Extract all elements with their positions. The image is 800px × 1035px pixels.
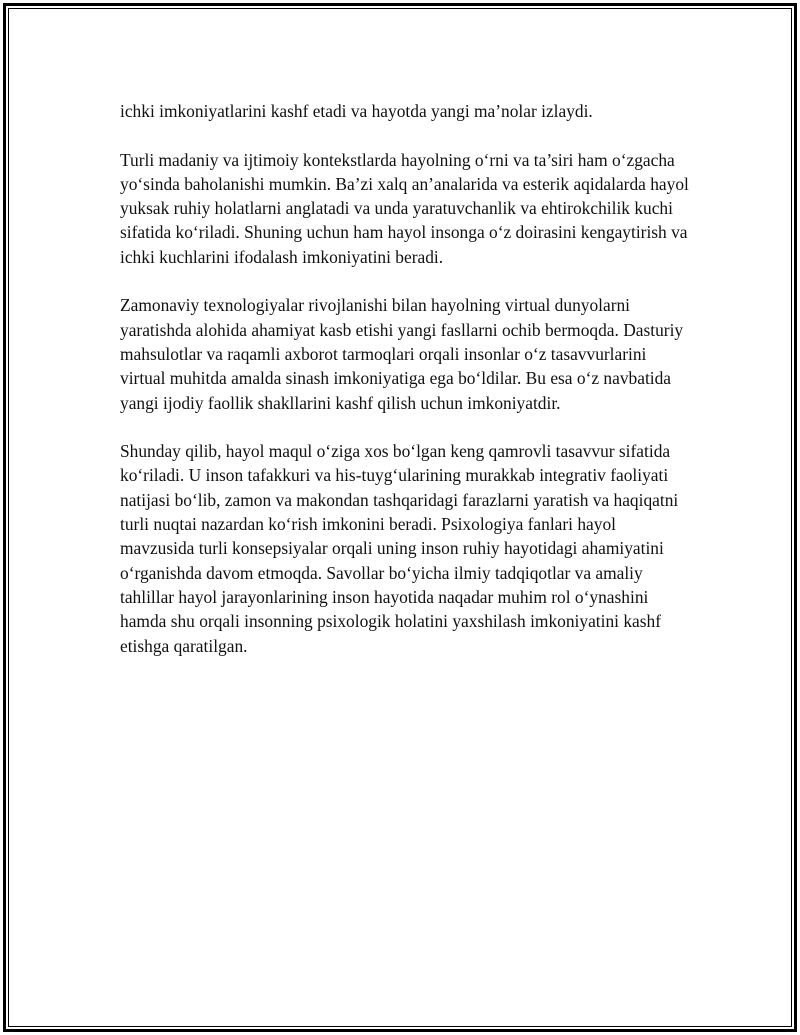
page-border: [3, 3, 797, 1032]
paragraph-3: Zamonaviy texnologiyalar rivojlanishi bilan hayolning virtual dunyolarni yaratishda alohida ahamiyat kasb etishi yangi fasllarni ochib bermoqda. Dasturiy mahsulotlar va raqamli axborot tarmoqlari orqali insonlar o‘z tasavvurlarini virtual muhitda amalda sinash imkoniyatiga ega bo‘ldilar. Bu esa o‘z navbatida yangi ijodiy faollik shakllarini kashf qilish uchun imkoniyatdir.: [120, 295, 684, 413]
paragraph-2: Turli madaniy va ijtimoiy kontekstlarda hayolning o‘rni va ta’siri ham o‘zgacha yo‘sinda baholanishi mumkin. Ba’zi xalq an’analarida va esterik aqidalarda hayol yuksak ruhiy holatlarni anglatadi va unda yaratuvchanlik va ehtirokchilik kuchi sifatida ko‘riladi. Shuning uchun ham hayol insonga o‘z doirasini kengaytirish va ichki kuchlarini ifodalash imkoniyatini beradi.: [120, 149, 689, 267]
document-body: [120, 99, 692, 682]
paragraph-4: Shunday qilib, hayol maqul o‘ziga xos bo‘lgan keng qamrovli tasavvur sifatida ko‘riladi. U inson tafakkuri va his-tuyg‘ularining murakkab integrativ faoliyati natijasi bo‘lib, zamon va makondan tashqaridagi farazlarni yaratish va haqiqatni turli nuqtai nazardan ko‘rish imkonini beradi. Psixologiya fanlari hayol mavzusida turli konsepsiyalar orqali uning inson ruhiy hayotidagi ahamiyatini o‘rganishda davom etmoqda. Savollar bo‘yicha ilmiy tadqiqotlar va amaliy tahlillar hayol jarayonlarining inson hayotida naqadar muhim rol o‘ynashini hamda shu orqali insonning psixologik holatini yaxshilash imkoniyatini kashf etishga qaratilgan.: [120, 441, 679, 656]
paragraph-1: ichki imkoniyatlarini kashf etadi va hayotda yangi ma’nolar izlaydi.: [120, 101, 593, 121]
